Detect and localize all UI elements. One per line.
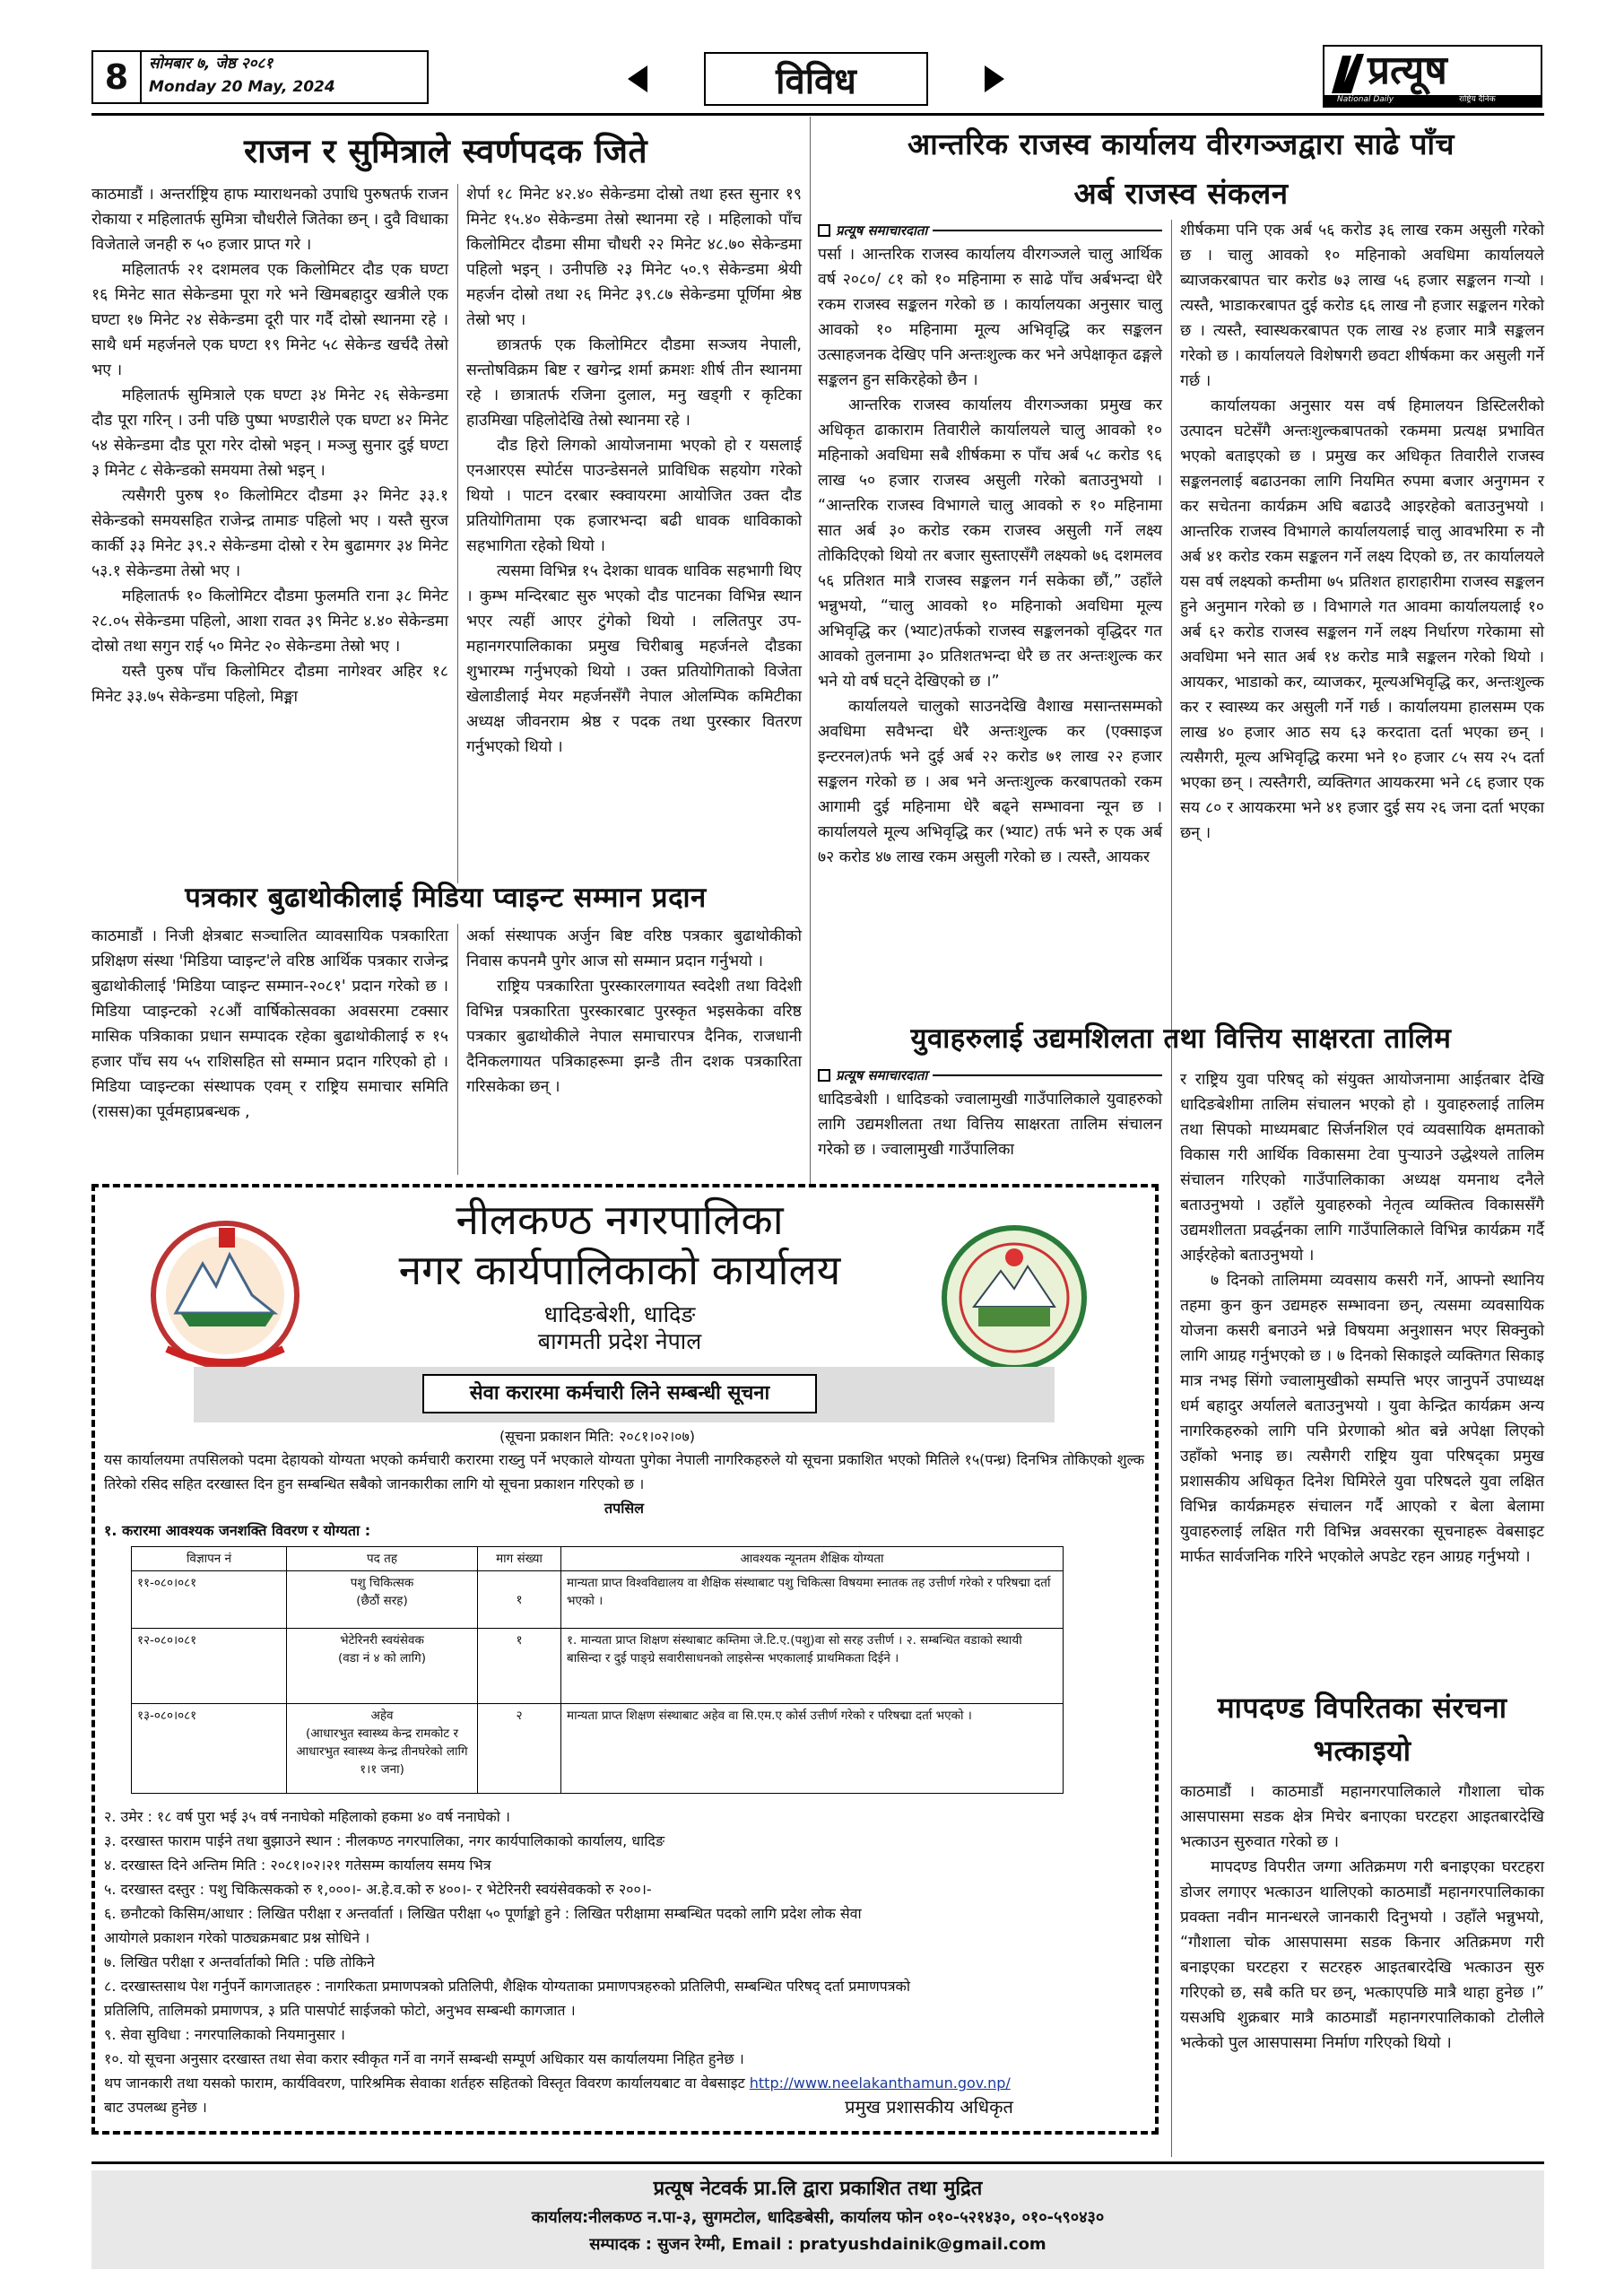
article-body xyxy=(91,182,448,709)
paragraph: काठमाडौं । निजी क्षेत्रबाट सञ्चालित व्यावसायिक पत्रकारिता प्रशिक्षण संस्था 'मिडिया प्वाइन्ट'ले वरिष्ठ आर्थिक पत्रकार राजेन्द्र बुढाथोकीलाई 'मिडिया प्वाइन्ट सम्मान-२०८१' प्रदान गरेको छ । मिडिया प्वाइन्टको २८औं वार्षिकोत्सवका अवसरमा टक्सार मासिक पत्रिकाका प्रधान सम्पादक रहेका बुढाथोकीलाई रु १५ हजार पाँच सय ५५ राशिसहित सो सम्मान प्रदान गरिएको हो । मिडिया प्वाइन्टका संस्थापक एवम् र राष्ट्रिय समाचार समिति (रासस)का पूर्वमहाप्रबन्धक , xyxy=(91,927,448,1121)
paragraph: पर्सा । आन्तरिक राजस्व कार्यालय वीरगञ्जले चालु आर्थिक वर्ष २०८०/ ८१ को १० महिनामा रु साढे पाँच अर्बभन्दा धेरै रकम राजस्व सङ्कलन गरेको छ । कार्यालयका अनुसार चालु आवको १० महिनामा मूल्य अभिवृद्धि कर सङ्कलन उत्साहजनक देखिए पनि अन्तःशुल्क कर भने अपेक्षाकृत ढङ्गले सङ्कलन हुन सकिरहेको छैन । xyxy=(818,246,1162,389)
notice-point: ८. दरखास्तसाथ पेश गर्नुपर्ने कागजातहरु : नागरिकता प्रमाणपत्रको प्रतिलिपी, शैक्षिक योग्यताका प्रमाणपत्रहरुको प्रतिलिपी, सम्बन्धित परिषद् दर्ता प्रमाणपत्रको xyxy=(104,1978,910,1995)
notice-points xyxy=(104,1805,1144,2119)
table-cell: १२-०८०।०८१ xyxy=(132,1629,287,1704)
article-headline-line2: भत्काइयो xyxy=(1313,1734,1411,1768)
table-cell: मान्यता प्राप्त शिक्षण संस्थाबाट अहेव वा सि.एम.ए कोर्स उत्तीर्ण गरेको र परिषद्मा दर्ता भएको । xyxy=(561,1704,1064,1794)
article-headline: आन्तरिक राजस्व कार्यालय वीरगञ्जद्वारा साढे पाँच xyxy=(907,126,1455,161)
column-divider xyxy=(1171,1072,1172,2157)
nepal-emblem-icon xyxy=(140,1214,310,1376)
page-number: 8 xyxy=(91,50,142,104)
table-header-row xyxy=(132,1547,1064,1571)
arrow-right-icon xyxy=(985,65,1004,92)
notice-point: २. उमेर : १८ वर्ष पुरा भई ३५ वर्ष ननाघेको महिलाको हकमा ४० वर्ष ननाघेको । xyxy=(104,1808,510,1825)
paragraph: त्यसमा विभिन्न १५ देशका धावक धाविक सहभागी थिए । कुम्भ मन्दिरबाट सुरु भएको दौड पाटनका विभिन्न स्थान भएर त्यहीं आएर टुंगेको थियो । ललितपुर उप-महानगरपालिकाका प्रमुख चिरीबाबु महर्जनले दौडका शुभारम्भ गर्नुभएको थियो । उक्त प्रतियोगिताको विजेता खेलाडीलाई मेयर महर्जनसँगै नेपाल ओलम्पिक कमिटीका अध्यक्ष जीवनराम श्रेष्ठ र पदक तथा पुरस्कार वितरण गर्नुभएको थियो । xyxy=(466,562,802,756)
table-row xyxy=(132,1704,1064,1794)
footer-address: कार्यालय:नीलकण्ठ न.पा-३, सुगमटोल, धादिङबेसी, कार्यालय फोन ०१०-५२१४३०, ०१०-५९०४३० xyxy=(531,2208,1105,2227)
notice-point: प्रतिलिपि, तालिमको प्रमाणपत्र, ३ प्रति पासपोर्ट साईजको फोटो, अनुभव सम्बन्धी कागजात । xyxy=(104,2002,576,2019)
paragraph: महिलातर्फ १० किलोमिटर दौडमा फुलमति राना ३८ मिनेट २८.०५ सेकेन्डमा पहिलो, आशा रावत ३९ मिनेट ४.४० सेकेन्डमा दोस्रो तथा सगुन राई ५० मिनेट २० सेकेन्डमा तेस्रो भए । xyxy=(91,587,448,656)
header-rule xyxy=(91,113,1544,116)
paragraph: काठमाडौं । काठमाडौं महानगरपालिकाले गौशाला चोक आसपासमा सडक क्षेत्र मिचेर बनाएका घरटहरा आइतबारदेखि भत्काउन सुरुवात गरेको छ । xyxy=(1180,1783,1544,1851)
article-headline: राजन र सुमित्राले स्वर्णपदक जिते xyxy=(243,132,648,170)
footer-editor: सम्पादक : सुजन रेग्मी, Email : pratyushdainik@gmail.com xyxy=(589,2235,1046,2254)
notice-point: ९. सेवा सुविधा : नगरपालिकाको नियमानुसार । xyxy=(104,2026,345,2043)
paragraph: यस्तै पुरुष पाँच किलोमिटर दौडमा नागेश्वर अहिर १८ मिनेट ३३.७५ सेकेन्डमा पहिलो, मिङ्मा xyxy=(91,663,448,706)
public-notice xyxy=(91,1184,1159,2135)
article-body xyxy=(1180,1779,1544,2056)
notice-point: आयोगले प्रकाशन गरेको पाठ्यक्रमबाट प्रश्न सोधिने । xyxy=(104,1929,370,1946)
arrow-left-icon xyxy=(628,65,647,92)
paragraph: आन्तरिक राजस्व कार्यालय वीरगञ्जका प्रमुख कर अधिकृत ढाकाराम तिवारीले कार्यालयले चालु आवको १० महिनाको अवधिमा सबै शीर्षकमा रु पाँच अर्ब ५८ करोड ९६ लाख ५० हजार राजस्व असुली गरेको बताउनुभयो । “आन्तरिक राजस्व विभागले चालु आवको रु १० महिनामा सात अर्ब ३० करोड रकम राजस्व असुली गर्ने लक्ष्य तोकिदिएको थियो तर बजार सुस्ताएसँगै लक्ष्यको ७६ दशमलव ५६ प्रतिशत मात्रै राजस्व सङ्कलन गर्न सकेका छौं,” उहाँले भन्नुभयो, “चालु आवको १० महिनाको अवधिमा मूल्य अभिवृद्धि कर (भ्याट)तर्फको राजस्व सङ्कलनको वृद्धिदर गत आवको तुलनामा ३० प्रतिशतभन्दा धेरै छ तर अन्तःशुल्क कर भने यो वर्ष घट्ने देखिएको छ ।” xyxy=(818,396,1162,691)
notice-banner xyxy=(194,1367,1055,1422)
table-cell: ११-०८०।०८१ xyxy=(132,1571,287,1629)
post-detail: (आधारभुत स्वास्थ्य केन्द्र रामकोट र आधारभुत स्वास्थ्य केन्द्र तीनघरेको लागि १।१ जना) xyxy=(296,1726,468,1777)
date-nepali: सोमबार ७, जेष्ठ २०८१ xyxy=(149,55,274,73)
notice-banner-text: सेवा करारमा कर्मचारी लिने सम्बन्धी सूचना xyxy=(422,1374,817,1413)
table-cell: २ xyxy=(478,1704,561,1794)
table-cell xyxy=(287,1571,478,1629)
logo-title: प्रत्यूष xyxy=(1368,48,1447,93)
column-header: आवश्यक न्यूनतम शैक्षिक योग्यता xyxy=(561,1547,1064,1571)
byline-box-icon xyxy=(818,224,830,237)
byline-rule xyxy=(933,230,1162,231)
paragraph: कार्यालयले चालुको साउनदेखि वैशाख मसान्तसम्मको अवधिमा सवैभन्दा धेरै अन्तःशुल्क कर (एक्साइज इन्टरनल)तर्फ भने दुई अर्ब २२ करोड ७१ लाख २२ हजार सङ्कलन गरेको छ । अब भने अन्तःशुल्क करबापतको रकम आगामी दुई महिनामा धेरै बढ्ने सम्भावना न्यून छ । कार्यालयले मूल्य अभिवृद्धि कर (भ्याट) तर्फ भने रु एक अर्ब ७२ करोड ४७ लाख रकम असुली गरेको छ । त्यस्तै, आयकर xyxy=(818,698,1162,866)
article-body xyxy=(818,242,1162,870)
article-body xyxy=(466,924,802,1100)
section-title-bar xyxy=(628,50,1004,108)
table-cell xyxy=(287,1629,478,1704)
table-cell: १ xyxy=(478,1571,561,1629)
article-body xyxy=(91,924,448,1125)
municipality-logo-icon xyxy=(929,1222,1099,1374)
article-headline: पत्रकार बुढाथोकीलाई मिडिया प्वाइन्ट सम्मान प्रदान xyxy=(185,882,707,914)
article-body xyxy=(466,182,802,760)
notice-point: बाट उपलब्ध हुनेछ । xyxy=(104,2099,207,2116)
notice-point: १०. यो सूचना अनुसार दरखास्त तथा सेवा करार स्वीकृत गर्ने वा नगर्ने सम्बन्धी सम्पूर्ण अधिकार यस कार्यालयमा निहित हुनेछ । xyxy=(104,2050,744,2067)
notice-section-heading: १. करारमा आवश्यक जनशक्ति विवरण र योग्यता : xyxy=(104,1522,371,1539)
paragraph: त्यसैगरी पुरुष १० किलोमिटर दौडमा ३२ मिनेट ३३.१ सेकेन्डको समयसहित राजेन्द्र तामाङ पहिलो भए । यस्तै सुरज कार्की ३३ मिनेट ३९.२ सेकेन्डमा दोस्रो र रेम बुढामगर ३४ मिनेट ५३.१ सेकेन्डमा तेस्रो भए । xyxy=(91,487,448,580)
table-cell xyxy=(287,1704,478,1794)
column-divider xyxy=(457,924,458,1175)
notice-point: ७. लिखित परीक्षा र अन्तर्वार्ताको मिति : पछि तोकिने xyxy=(104,1953,375,1970)
paragraph: ७ दिनको तालिममा व्यवसाय कसरी गर्ने, आफ्नो स्थानिय तहमा कुन कुन उद्यमहरु सम्भावना छन्, त्यसमा व्यवसायिक योजना कसरी बनाउने भन्ने विषयमा अनुशासन भएर सिक्नुको लागि आग्रह गर्नुभएको छ । ७ दिनको सिकाइले व्यक्तिगत सिकाइ मात्र नभइ सिंगो ज्वालामुखीको सम्पत्ति भएर जानुपर्ने उपाध्यक्ष धर्म बहादुर अर्यालले बताउनुभयो । युवा केन्द्रित कार्यक्रम अन्य नागरिकहरुको लागि पनि प्रेरणाको श्रोत बन्ने अपेक्षा लिएको उहाँको भनाइ छ। त्यसैगरी राष्ट्रिय युवा परिषद्का प्रमुख प्रशासकीय अधिकृत दिनेश घिमिरेले युवा परिषदले युवा लक्षित विभिन्न कार्यक्रमहरु संचालन गर्दै आएको र बेला बेलामा युवाहरुलाई लक्षित गरी विभिन्न अवसरका सूचनाहरू वेबसाइट मार्फत सार्वजनिक गरिने भएकोले अपडेट रहन आग्रह गर्नुभयो । xyxy=(1180,1272,1544,1566)
byline-box-icon xyxy=(818,1069,830,1082)
footer-publisher: प्रत्यूष नेटवर्क प्रा.लि द्वारा प्रकाशित तथा मुद्रित xyxy=(653,2178,983,2200)
date-english: Monday 20 May, 2024 xyxy=(149,78,335,96)
paragraph: शीर्षकमा पनि एक अर्ब ५६ करोड ३६ लाख रकम असुली गरेको छ । चालु आवको १० महिनाको अवधिमा कार्यालयले ब्याजकरबापत चार करोड ७३ लाख ५६ हजार सङ्कलन गऱ्यो । त्यस्तै, भाडाकरबापत दुई करोड ६६ लाख नौ हजार सङ्कलन गरेको छ । त्यस्तै, स्वास्थकरबापत एक लाख २४ हजार मात्रै सङ्कलन गरेको छ । कार्यालयले विशेषगरी छवटा शीर्षकमा कर असुली गर्ने गर्छ । xyxy=(1180,222,1544,390)
column-header: माग संख्या xyxy=(478,1547,561,1571)
section-title: विविध xyxy=(704,52,928,106)
paragraph: छात्रतर्फ एक किलोमिटर दौडमा सञ्जय नेपाली, सन्तोषविक्रम बिष्ट र खगेन्द्र शर्मा क्रमशः शीर्ष तीन स्थानमा रहे । छात्रातर्फ रजिना दुलाल, मनु खड्गी र कृटिका हाउमिखा पहिलोदेखि तेस्रो स्थानमा रहे । xyxy=(466,336,802,430)
notice-publish-date: (सूचना प्रकाशन मिति: २०८१।०२।०७) xyxy=(499,1428,696,1445)
article-headline: मापदण्ड विपरितका संरचना xyxy=(1217,1691,1507,1725)
paragraph: राष्ट्रिय पत्रकारिता पुरस्कारलगायत स्वदेशी तथा विदेशी विभिन्न पत्रकारिता पुरस्कारबाट पुरस्कृत भइसकेका वरिष्ठ पत्रकार बुढाथोकीले नेपाल समाचारपत्र दैनिक, राजधानी दैनिकलगायत पत्रिकाहरूमा झन्डै तीन दशक पत्रकारिता गरिसकेका छन् । xyxy=(466,978,802,1096)
table-cell: १. मान्यता प्राप्त शिक्षण संस्थाबाट कम्तिमा जे.टि.ए.(पशु)वा सो सरह उत्तीर्ण । २. सम्बन्धित वडाको स्थायी बासिन्दा र दुई पाङ्ग्रे सवारीसाधनको लाइसेन्स भएकालाई प्राथमिकता दिईने । xyxy=(561,1629,1064,1704)
paragraph: मापदण्ड विपरीत जग्गा अतिक्रमण गरी बनाइएका घरटहरा डोजर लगाएर भत्काउन थालिएको काठमाडौं महानगरपालिकाका प्रवक्ता नवीन मानन्धरले जानकारी दिनुभयो । उहाँले भन्नुभयो, “गौशाला चोक आसपासमा सडक किनार अतिक्रमण गरी बनाइएका घरटहरा र सटरहरु आइतबारदेखि भत्काउन सुरु गरिएको छ, सबै कति घर छन्, भत्काएपछि मात्रै थाहा हुनेछ ।” यसअघि शुक्रबार मात्रै काठमाडौं महानगरपालिकाको टोलीले भत्केको पुल आसपासमा निर्माण गरिएको थियो । xyxy=(1180,1858,1544,2052)
notice-point: ३. दरखास्त फाराम पाईने तथा बुझाउने स्थान : नीलकण्ठ नगरपालिका, नगर कार्यपालिकाको कार्यालय, धादिङ xyxy=(104,1832,665,1849)
byline xyxy=(818,1065,1162,1085)
paragraph: महिलातर्फ २१ दशमलव एक किलोमिटर दौड एक घण्टा १६ मिनेट सात सेकेन्डमा पूरा गरे भने खिमबहादुर खत्रीले एक घण्टा १७ मिनेट २४ सेकेन्डमा दूरी पार गर्दै दोस्रो स्थानमा रहे । साथै धर्म महर्जनले एक घण्टा १९ मिनेट ५८ सेकेन्ड खर्चदै तेस्रो भए । xyxy=(91,261,448,379)
logo-sub-right: राष्ट्रिय दैनिक xyxy=(1459,95,1496,104)
paragraph: कार्यालयका अनुसार यस वर्ष हिमालयन डिस्टिलरीको उत्पादन घटेसँगै अन्तःशुल्कबापतको रकममा प्रत्यक्ष प्रभावित भएको बताइएको छ । प्रमुख कर अधिकृत तिवारीले राजस्व सङ्कलनलाई बढाउनका लागि नियमित रुपमा बजार अनुगमन र कर सचेतना कार्यक्रम अघि बढाउदै आइरहेको बताउनुभयो । आन्तरिक राजस्व विभागले कार्यालयलाई चालु आवभरिमा रु नौ अर्ब ४१ करोड रकम सङ्कलन गर्ने लक्ष्य दिएको छ, तर कार्यालयले यस वर्ष लक्ष्यको कम्तीमा ७५ प्रतिशत हाराहारीमा राजस्व सङ्कलन हुने अनुमान गरेको छ । विभागले गत आवमा कार्यालयलाई १० अर्ब ६२ करोड राजस्व सङ्कलन गर्ने लक्ष्य निर्धारण गरेकामा सो अवधिमा भने सात अर्ब १४ करोड मात्रै सङ्कलन गरेको थियो । आयकर, भाडाको कर, व्याजकर, मूल्यअभिवृद्धि कर, अन्तःशुल्क कर र स्वास्थ्य कर असुली गर्ने गर्छ । कार्यालयमा हालसम्म एक लाख ४० हजार आठ सय ६३ करदाता दर्ता भएका छन् । त्यसैगरी, मूल्य अभिवृद्धि करमा भने १० हजार ८५ सय २५ दर्ता भएका छन् । त्यस्तैगरी, व्यक्तिगत आयकरमा भने ८६ हजार एक सय ८० र आयकरमा भने ४१ हजार दुई सय २६ जना दर्ता भएका छन् । xyxy=(1180,397,1544,842)
notice-tapsil: तपसिल xyxy=(604,1500,645,1517)
table-cell: मान्यता प्राप्त विश्वविद्यालय वा शैक्षिक संस्थाबाट पशु चिकित्सा विषयमा स्नातक तह उत्तीर्ण गरेको र परिषद्मा दर्ता भएको । xyxy=(561,1571,1064,1629)
notice-title: नीलकण्ठ नगरपालिका xyxy=(456,1196,784,1244)
post-name: अहेव xyxy=(370,1709,394,1723)
article-body xyxy=(1180,218,1544,846)
byline-text: प्रत्यूष समाचारदाता xyxy=(836,1067,928,1083)
article-body xyxy=(818,1087,1162,1162)
paragraph: महिलातर्फ सुमित्राले एक घण्टा ३४ मिनेट २६ सेकेन्डमा दौड पूरा गरिन् । उनी पछि पुष्पा भण्डारीले एक घण्टा ४२ मिनेट ५४ सेकेन्डमा दौड पूरा गरेर दोस्रो भइन् । मञ्जु सुनार दुई घण्टा ३ मिनेट ८ सेकेन्डको समयमा तेस्रो भइन् । xyxy=(91,387,448,480)
notice-point xyxy=(104,2071,1144,2095)
table-cell: १३-०८०।०८१ xyxy=(132,1704,287,1794)
byline xyxy=(818,221,1162,240)
article-body xyxy=(1180,1067,1544,1570)
notice-subtitle: नगर कार्यपालिकाको कार्यालय xyxy=(398,1246,841,1294)
column-divider xyxy=(810,117,811,1184)
logo-sub-left: National Daily xyxy=(1337,95,1394,104)
footer xyxy=(91,2170,1544,2269)
date-block xyxy=(142,50,429,104)
column-header: पद तह xyxy=(287,1547,478,1571)
byline-rule xyxy=(933,1074,1162,1076)
footer-rule xyxy=(91,2161,1544,2164)
column-header: विज्ञापन नं xyxy=(132,1547,287,1571)
vacancy-table xyxy=(131,1546,1064,1794)
post-name: पशु चिकित्सक xyxy=(350,1576,414,1590)
notice-point: ५. दरखास्त दस्तुर : पशु चिकित्सकको रु १,०००।- अ.हे.व.को रु ४००।- र भेटेरिनरी स्वयंसेवकको रु २००।- xyxy=(104,1881,652,1898)
paragraph: शेर्पा १८ मिनेट ४२.४० सेकेन्डमा दोस्रो तथा हस्त सुनार १९ मिनेट १५.४० सेकेन्डमा तेस्रो स्थानमा रहे । महिलाको पाँच किलोमिटर दौडमा सीमा चौधरी २२ मिनेट ४८.७० सेकेन्डमा पहिलो भइन् । उनीपछि २३ मिनेट ५०.९ सेकेन्डमा श्रेयी महर्जन दोस्रो तथा २६ मिनेट ३९.८७ सेकेन्डमा पूर्णिमा श्रेष्ठ तेस्रो भए । xyxy=(466,186,802,329)
newspaper-logo xyxy=(1323,45,1542,108)
notice-signature: प्रमुख प्रशासकीय अधिकृत xyxy=(845,2096,1013,2118)
post-detail: (वडा नं ४ को लागि) xyxy=(337,1651,427,1665)
table-cell: १ xyxy=(478,1629,561,1704)
paragraph: र राष्ट्रिय युवा परिषद् को संयुक्त आयोजनामा आईतबार देखि धादिङबेशीमा तालिम संचालन भएको हो । युवाहरुलाई तालिम तथा सिपको माध्यमबाट सिर्जनशिल एवं व्यवसायिक क्षमताको विकास गरी आर्थिक विकासमा टेवा पुऱ्याउने उद्धेश्यले तालिम संचालन गरिएको गाउँपालिकाका अध्यक्ष यमनाथ दनैले बताउनुभयो । उहाँले युवाहरुको नेतृत्व व्यक्तित्व विकाससँगै उद्यमशीलता प्रवर्द्धनका लागि गाउँपालिकाले विभिन्न कार्यक्रम गर्दै आईरहेको बताउनुभयो । xyxy=(1180,1071,1544,1265)
notice-point: ४. दरखास्त दिने अन्तिम मिति : २०८१।०२।२१ गतेसम्म कार्यालय समय भित्र xyxy=(104,1857,491,1874)
byline-text: प्रत्यूष समाचारदाता xyxy=(836,222,928,239)
paragraph: धादिङबेशी । धादिङको ज्वालामुखी गाउँपालिकाले युवाहरुको लागि उद्यमशीलता तथा वित्तिय साक्षरता तालिम संचालन गरेको छ । ज्वालामुखी गाउँपालिका xyxy=(818,1091,1162,1159)
website-link[interactable]: http://www.neelakanthamun.gov.np/ xyxy=(749,2074,1011,2092)
notice-address: धादिङबेशी, धादिङ xyxy=(543,1301,696,1327)
table-row xyxy=(132,1571,1064,1629)
article-headline: युवाहरुलाई उद्यमशिलता तथा वित्तिय साक्षरता तालिम xyxy=(910,1022,1452,1055)
notice-intro: यस कार्यालयमा तपसिलको पदमा देहायको योग्यता भएको कर्मचारी करारमा राख्नु पर्ने भएकाले योग्यता पुगेका नेपाली नागरिकहरुले यो सूचना प्रकाशित भएको मितिले १५(पन्ध्र) दिनभित्र तोकिएको शुल्क तिरेको रसिद सहित दरखास्त दिन हुन सम्बन्धित सबैको जानकारीका लागि यो सूचना प्रकाशन गरिएको छ । xyxy=(104,1451,1144,1492)
paragraph: अर्का संस्थापक अर्जुन बिष्ट वरिष्ठ पत्रकार बुढाथोकीको निवास कपनमै पुगेर आज सो सम्मान प्रदान गर्नुभयो । xyxy=(466,927,802,970)
notice-address-2: बागमती प्रदेश नेपाल xyxy=(537,1328,702,1354)
table-row xyxy=(132,1629,1064,1704)
paragraph: काठमाडौं । अन्तर्राष्ट्रिय हाफ म्याराथनको उपाधि पुरुषतर्फ राजन रोकाया र महिलातर्फ सुमित्रा चौधरीले जितेका छन् । दुवै विधाका विजेताले जनही रु ५० हजार प्राप्त गरे । xyxy=(91,186,448,254)
paragraph: दौड हिरो लिगको आयोजनामा भएको हो र यसलाई एनआरएस स्पोर्टस पाउन्डेसनले प्राविधिक सहयोग गरेको थियो । पाटन दरबार स्क्वायरमा आयोजित उक्त दौड प्रतियोगितामा एक हजारभन्दा बढी धावक धाविकाको सहभागिता रहेको थियो । xyxy=(466,437,802,555)
post-name: भेटेरिनरी स्वयंसेवक xyxy=(340,1633,424,1648)
notice-point: ६. छनौटको किसिम/आधार : लिखित परीक्षा र अन्तर्वार्ता । लिखित परीक्षा ५० पूर्णाङ्को हुने : लिखित परीक्षामा सम्बन्धित पदको लागि प्रदेश लोक सेवा xyxy=(104,1905,862,1922)
column-divider xyxy=(457,184,458,883)
article-headline-line2: अर्ब राजस्व संकलन xyxy=(1073,176,1289,211)
notice-point-text: थप जानकारी तथा यसको फाराम, कार्यविवरण, पारिश्रमिक सेवाका शर्तहरु सहितको विस्तृत विवरण कार्यालयबाट वा वेबसाइट xyxy=(104,2074,745,2092)
post-detail: (छैठौं सरह) xyxy=(356,1594,408,1608)
